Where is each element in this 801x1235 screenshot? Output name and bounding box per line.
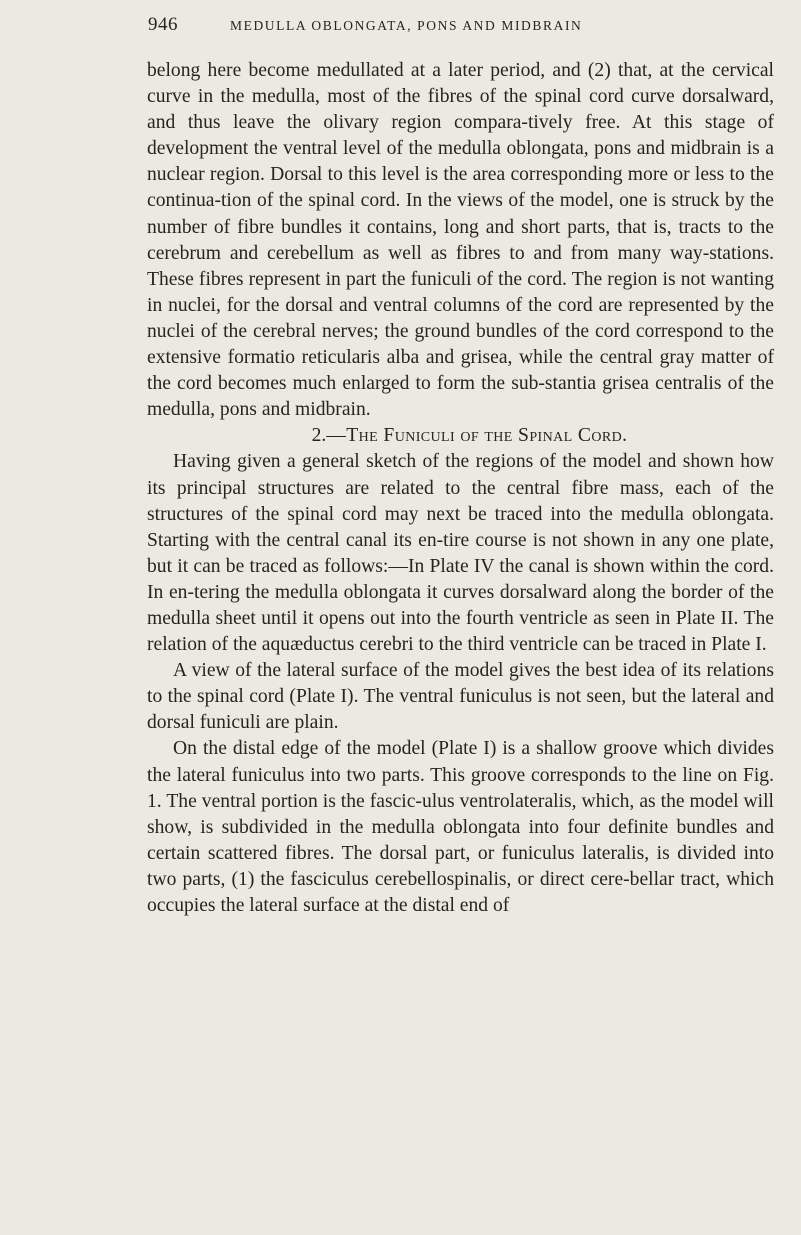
running-title: MEDULLA OBLONGATA, PONS AND MIDBRAIN [230,18,583,33]
paragraph: A view of the lateral surface of the model gives the best idea of its relations to the spinal cord (Plate I). The ventral funiculus is not seen, but the lateral and dorsal funiculi are plain. [147,660,774,734]
running-head [148,14,708,38]
section-heading [147,423,774,449]
page-number: 946 [148,14,178,35]
paragraph: On the distal edge of the model (Plate I) is a shallow groove which divides the lateral funiculus into two parts. This groove corresponds to the line on Fig. 1. The ventral portion is the fascic-ulus ventrolateralis, which, as the model will show, is subdivided in the medulla oblongata into four definite bundles and certain scattered fibres. The dorsal part, or funiculus lateralis, is divided into two parts, (1) the fasciculus cerebellospinalis, or direct cere-bellar tract, which occupies the lateral surface at the distal end of [147,738,774,916]
paragraph: Having given a general sketch of the regions of the model and shown how its principal structures are related to the central fibre mass, each of the structures of the spinal cord may next be traced into the medulla oblongata. Starting with the central canal its en-tire course is not shown in any one plate, but it can be traced as follows:—In Plate IV the canal is shown within the cord. In en-tering the medulla oblongata it curves dorsalward along the border of the medulla sheet until it opens out into the fourth ventricle as seen in Plate II. The relation of the aquæductus cerebri to the third ventricle can be traced in Plate I. [147,451,774,656]
paragraph-continued: belong here become medullated at a later period, and (2) that, at the cervical curve in the medulla, most of the fibres of the spinal cord curve dorsalward, and thus leave the olivary region compara-tively free. At this stage of development the ventral level of the medulla oblongata, pons and midbrain is a nuclear region. Dorsal to this level is the area corresponding more or less to the continua-tion of the spinal cord. In the views of the model, one is struck by the number of fibre bundles it contains, long and short parts, that is, tracts to the cerebrum and cerebellum as well as fibres to and from many way-stations. These fibres represent in part the funiculi of the cord. The region is not wanting in nuclei, for the dorsal and ventral columns of the cord are represented by the nuclei of the cerebral nerves; the ground bundles of the cord correspond to the extensive formatio reticularis alba and grisea, while the central gray matter of the cord becomes much enlarged to form the sub-stantia grisea centralis of the medulla, pons and midbrain. [147,60,774,421]
section-number: 2. [311,425,327,447]
section-title: —The Funiculi of the Spinal Cord. [326,425,628,447]
body-text [147,58,774,919]
